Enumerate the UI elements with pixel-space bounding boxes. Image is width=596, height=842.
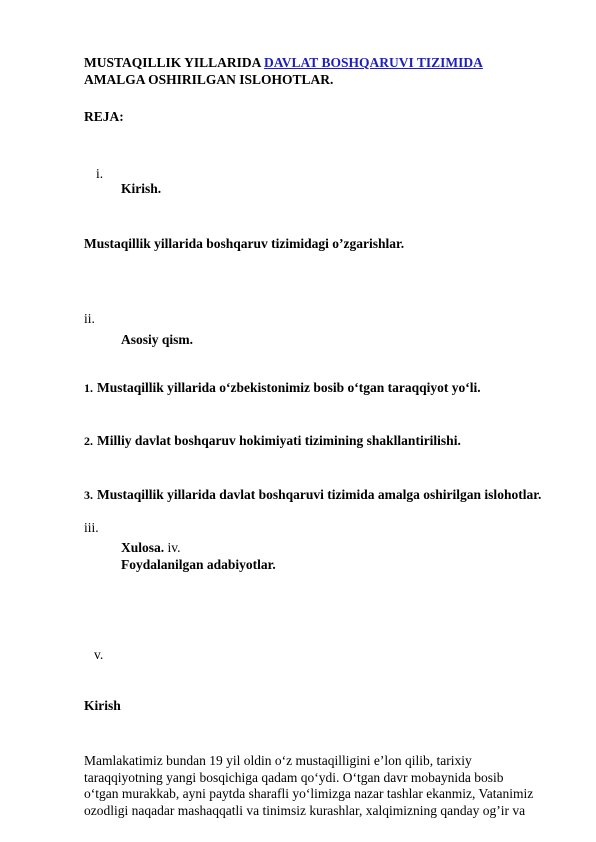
- paragraph-line: Mamlakatimiz bundan 19 yil oldin o‘z mustaqilligini e’lon qilib, tarixiy: [84, 753, 472, 768]
- plan-heading: REJA:: [84, 109, 124, 124]
- intro-paragraph: [84, 753, 554, 819]
- title-line-1: [84, 54, 483, 71]
- title-link[interactable]: DAVLAT BOSHQARUVI TIZIMIDA: [264, 55, 483, 70]
- outline-marker-v: v.: [94, 647, 104, 662]
- paragraph-line: o‘tgan murakkab, ayni paytda sharafli yo‘limizga nazar tashlar ekanmiz, Vatanimiz: [84, 786, 534, 801]
- section-heading: Kirish: [84, 698, 121, 713]
- list-item-text: Mustaqillik yillarida davlat boshqaruvi tizimida amalga oshirilgan islohotlar.: [97, 487, 542, 502]
- list-item: [84, 379, 481, 397]
- outline-label-intro: Kirish.: [121, 181, 162, 196]
- outline-label-main: Asosiy qism.: [121, 332, 194, 347]
- outline-label-conclusion: Xulosa.: [121, 540, 165, 555]
- outline-marker-iv: iv.: [167, 540, 181, 555]
- outline-label-references: Foydalanilgan adabiyotlar.: [121, 557, 276, 572]
- document-title: [84, 54, 483, 88]
- title-prefix: MUSTAQILLIK YILLARIDA: [84, 55, 265, 70]
- list-item-text: Milliy davlat boshqaruv hokimiyati tizimining shakllantirilishi.: [97, 433, 461, 448]
- outline-conclusion-line: [121, 540, 181, 556]
- intro-topic: Mustaqillik yillarida boshqaruv tizimidagi o’zgarishlar.: [84, 236, 405, 251]
- list-item: [84, 432, 461, 450]
- list-item-number: 3.: [84, 488, 93, 502]
- outline-marker-iii: iii.: [84, 520, 99, 535]
- list-item: [84, 486, 541, 504]
- outline-marker-ii: ii.: [84, 311, 95, 326]
- list-item-number: 1.: [84, 381, 93, 395]
- paragraph-line: ozodligi naqadar mashaqqatli va tinimsiz kurashlar, xalqimizning qanday og’ir va: [84, 802, 526, 818]
- outline-marker-i: i.: [96, 166, 104, 181]
- list-item-number: 2.: [84, 434, 93, 448]
- list-item-text: Mustaqillik yillarida o‘zbekistonimiz bosib o‘tgan taraqqiyot yo‘li.: [97, 380, 481, 395]
- paragraph-line: taraqqiyotning yangi bosqichiga qadam qo‘ydi. O‘tgan davr mobaynida bosib: [84, 769, 504, 785]
- title-line-2: AMALGA OSHIRILGAN ISLOHOTLAR.: [84, 72, 334, 87]
